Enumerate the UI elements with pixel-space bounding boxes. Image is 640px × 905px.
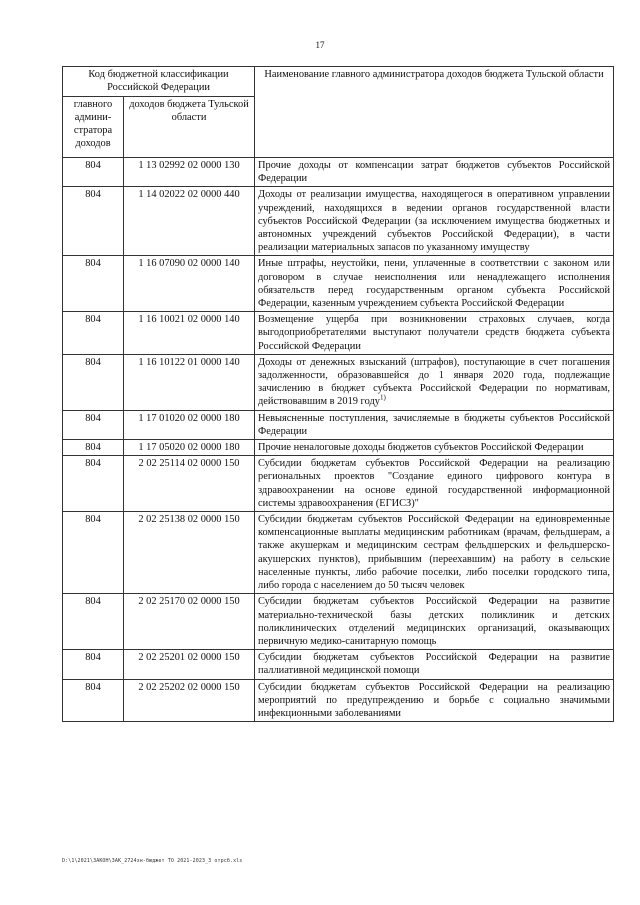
- footnote-marker: 1): [379, 393, 386, 402]
- description-text: Субсидии бюджетам субъектов Российской Федерации на единовременные компенсационные выплаты медицинским работникам (врачам, фельдшерам, а также акушеркам и медицинским сестрам фельдшерских и фельдшерско-акушерских пунктов), прибывшим (переехавшим) на работу в сельские населенные пункты, либо рабочие поселки, либо поселки городского типа, либо города с населением до 50 тысяч человек: [258, 514, 611, 592]
- description-cell: [255, 410, 614, 439]
- header-income-code: доходов бюджета Тульской области: [124, 97, 255, 158]
- description-cell: [255, 512, 614, 594]
- page-number: 17: [315, 40, 325, 50]
- description-text: Иные штрафы, неустойки, пени, уплаченные в соответствии с законом или договором в случае неисполнения или ненадлежащего исполнения обязательств перед государственным органом субъекта Российской Федерации, казенным учреждением субъекта Российской Федерации: [258, 258, 611, 310]
- description-cell: [255, 650, 614, 679]
- admin-code-cell: 804: [63, 354, 124, 410]
- admin-code-cell: 804: [63, 594, 124, 650]
- admin-code-cell: 804: [63, 679, 124, 722]
- table-row: [63, 512, 614, 594]
- header-code-group: Код бюджетной классификации Российской Федерации: [63, 67, 255, 97]
- description-cell: [255, 312, 614, 355]
- table-body: [63, 158, 614, 722]
- table-row: [63, 312, 614, 355]
- table-row: [63, 650, 614, 679]
- table-row: [63, 354, 614, 410]
- table-row: [63, 410, 614, 439]
- income-code-cell: 1 16 10021 02 0000 140: [124, 312, 255, 355]
- description-cell: [255, 256, 614, 312]
- table-row: [63, 679, 614, 722]
- table-row: [63, 456, 614, 512]
- description-text: Доходы от реализации имущества, находящегося в оперативном управлении учреждений, находящихся в ведении органов государственной власти субъектов Российской Федерации (за исключением имущества бюджетных и автономных учреждений субъектов Российской Федерации), в части реализации материальных запасов по указанному имуществу: [258, 189, 611, 254]
- income-code-cell: 1 16 07090 02 0000 140: [124, 256, 255, 312]
- admin-code-cell: 804: [63, 456, 124, 512]
- description-text: Субсидии бюджетам субъектов Российской Федерации на развитие паллиативной медицинской помощи: [258, 652, 611, 677]
- admin-code-cell: 804: [63, 187, 124, 256]
- table-row: [63, 440, 614, 456]
- admin-code-cell: 804: [63, 512, 124, 594]
- description-text: Прочие доходы от компенсации затрат бюджетов субъектов Российской Федерации: [258, 160, 611, 185]
- description-cell: [255, 354, 614, 410]
- table-row: [63, 187, 614, 256]
- income-code-cell: 2 02 25114 02 0000 150: [124, 456, 255, 512]
- description-cell: [255, 158, 614, 187]
- income-code-cell: 2 02 25201 02 0000 150: [124, 650, 255, 679]
- description-cell: [255, 187, 614, 256]
- income-code-cell: 1 13 02992 02 0000 130: [124, 158, 255, 187]
- description-cell: [255, 440, 614, 456]
- admin-code-cell: 804: [63, 256, 124, 312]
- description-text: Прочие неналоговые доходы бюджетов субъектов Российской Федерации: [258, 442, 584, 454]
- table-row: [63, 256, 614, 312]
- header-administrator-name: Наименование главного администратора доходов бюджета Тульской области: [255, 67, 614, 158]
- income-code-cell: 2 02 25170 02 0000 150: [124, 594, 255, 650]
- admin-code-cell: 804: [63, 440, 124, 456]
- description-cell: [255, 679, 614, 722]
- description-text: Субсидии бюджетам субъектов Российской Федерации на реализацию региональных проектов "Создание единого цифрового контура в здравоохранении на основе единой государственной информационной системы здравоохранения (ЕГИСЗ)": [258, 458, 611, 509]
- file-path-footer: D:\1\2021\ЗАКОН\ЗАК_2724зн-бюджет ТО 2021-2023_3 отрсб.xls: [62, 858, 243, 864]
- income-code-cell: 2 02 25202 02 0000 150: [124, 679, 255, 722]
- admin-code-cell: 804: [63, 650, 124, 679]
- income-code-cell: 1 16 10122 01 0000 140: [124, 354, 255, 410]
- description-cell: [255, 456, 614, 512]
- table-row: [63, 594, 614, 650]
- income-code-cell: 1 17 05020 02 0000 180: [124, 440, 255, 456]
- admin-code-cell: 804: [63, 312, 124, 355]
- description-text: Субсидии бюджетам субъектов Российской Федерации на реализацию мероприятий по предупреждению и борьбе с социально значимыми инфекционными заболеваниями: [258, 681, 611, 719]
- description-text: Субсидии бюджетам субъектов Российской Федерации на развитие материально-технической базы детских поликлиник и детских поликлинических отделений медицинских организаций, оказывающих первичную медико-санитарную помощь: [258, 596, 611, 647]
- income-code-cell: 1 14 02022 02 0000 440: [124, 187, 255, 256]
- table-row: [63, 158, 614, 187]
- description-text: Доходы от денежных взысканий (штрафов), поступающие в счет погашения задолженности, образовавшейся до 1 января 2020 года, подлежащие зачислению в бюджет субъекта Российской Федерации по нормативам, действовавшим в 2019 году: [258, 356, 611, 408]
- budget-classification-table: [62, 66, 614, 722]
- admin-code-cell: 804: [63, 158, 124, 187]
- description-text: Невыясненные поступления, зачисляемые в бюджеты субъектов Российской Федерации: [258, 412, 611, 437]
- description-cell: [255, 594, 614, 650]
- income-code-cell: 1 17 01020 02 0000 180: [124, 410, 255, 439]
- description-text: Возмещение ущерба при возникновении страховых случаев, когда выгодоприобретателями выступают получатели средств бюджета субъекта Российской Федерации: [258, 314, 611, 352]
- admin-code-cell: 804: [63, 410, 124, 439]
- header-admin-code: главного админи-стратора доходов: [63, 97, 124, 158]
- income-code-cell: 2 02 25138 02 0000 150: [124, 512, 255, 594]
